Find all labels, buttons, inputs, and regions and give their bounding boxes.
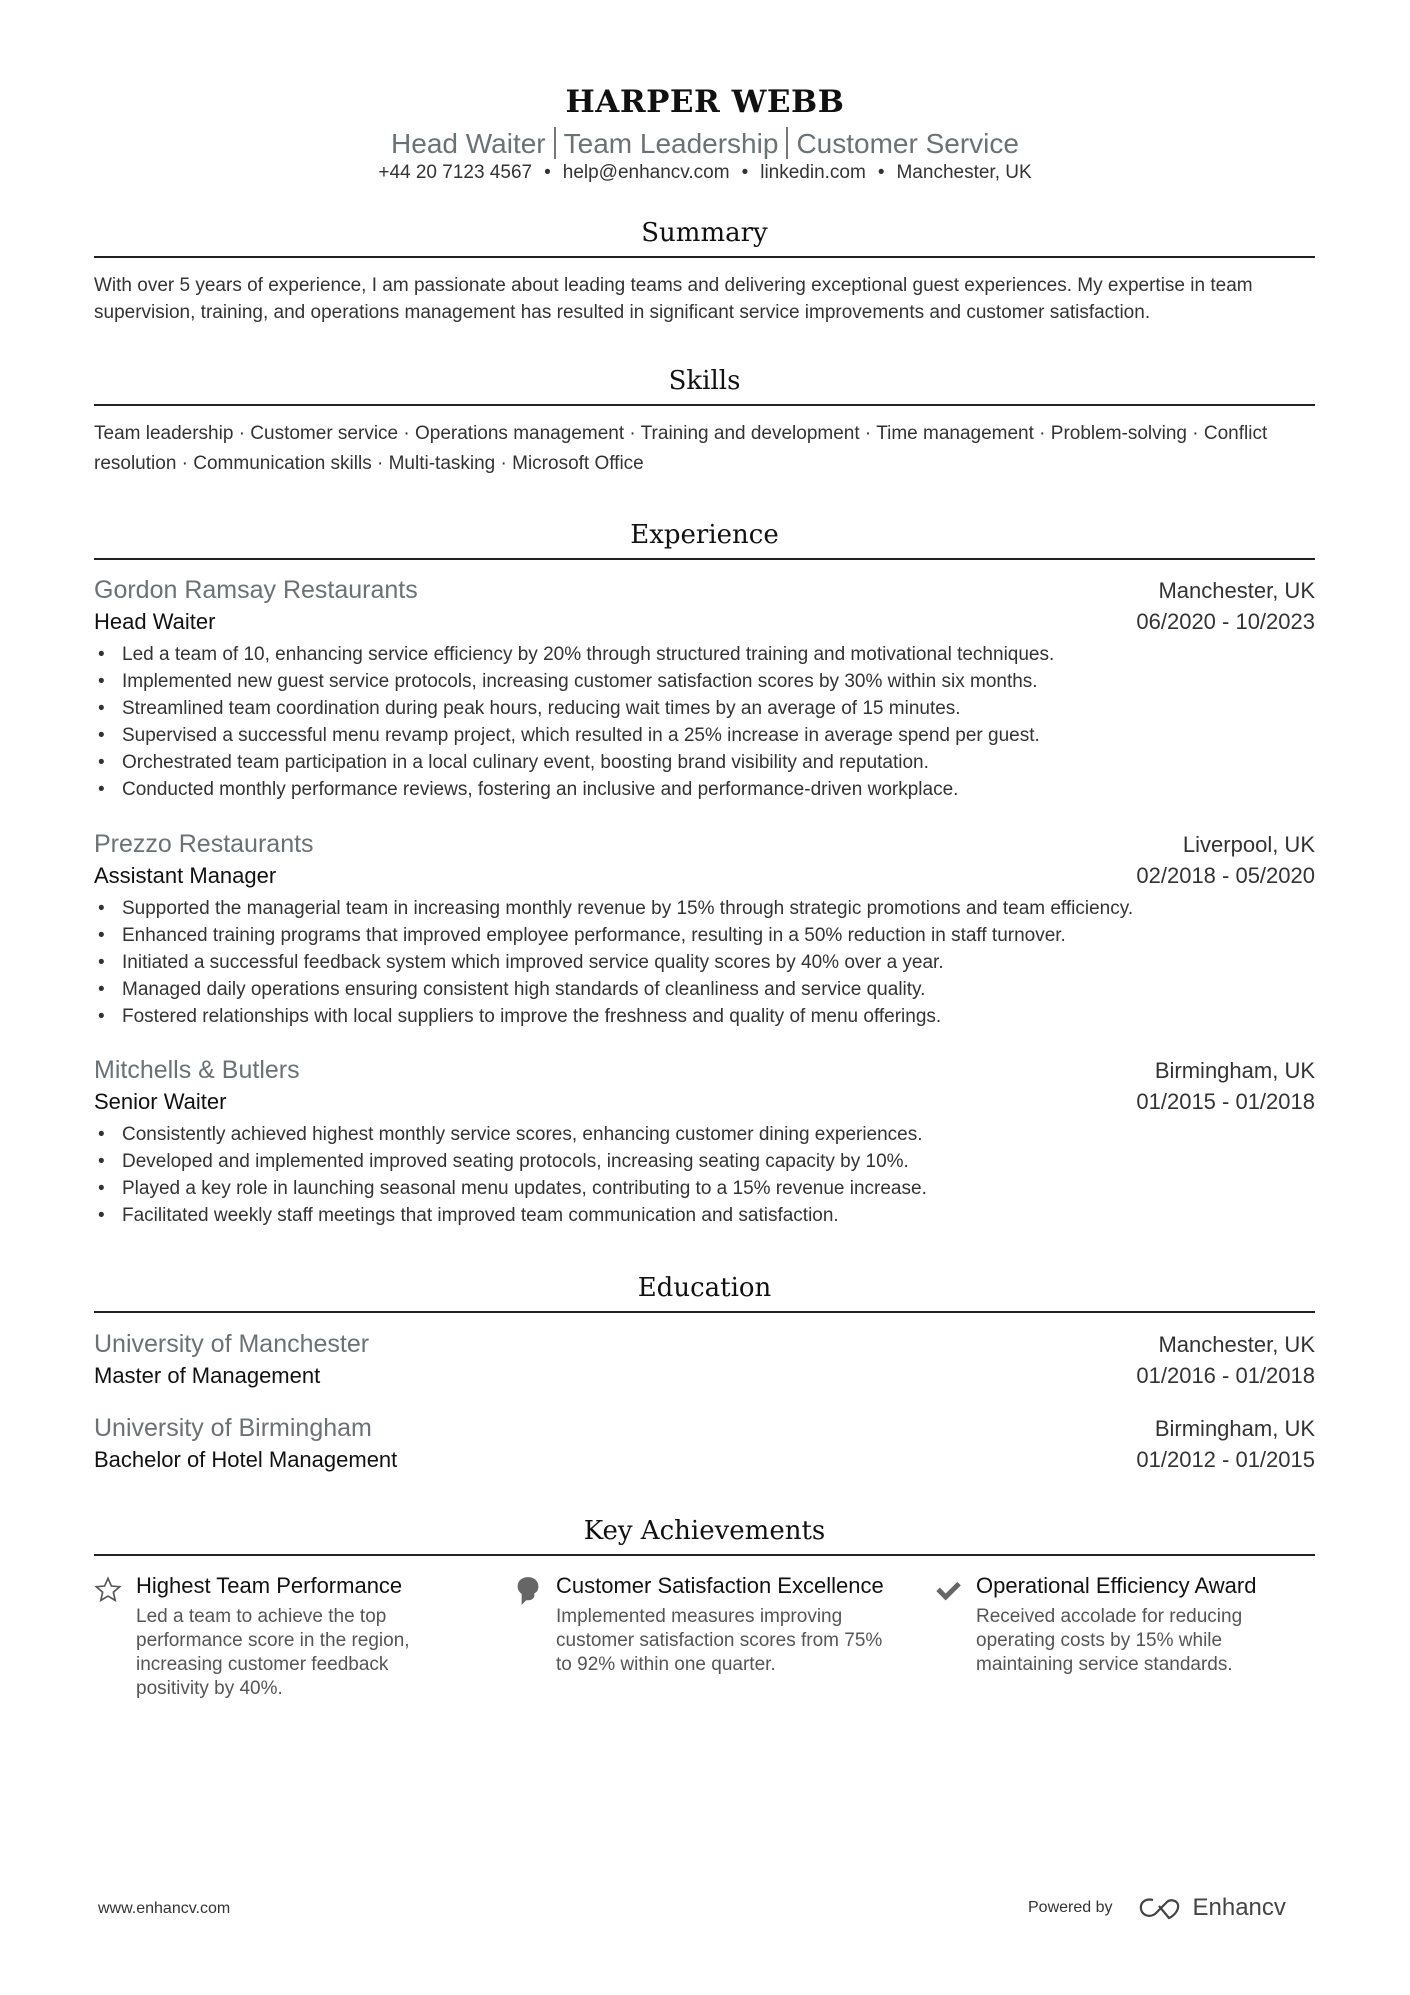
achievement-title: Operational Efficiency Award [976, 1573, 1257, 1598]
email-link[interactable]: help@enhancv.com [562, 162, 730, 183]
achievement-title: Customer Satisfaction Excellence [556, 1573, 884, 1598]
achievement-item [934, 1572, 1304, 1677]
job-dates: 02/2018 - 05/2020 [1136, 863, 1315, 888]
experience-entry [94, 1056, 1315, 1229]
bullet-item: • Orchestrated team participation in a local culinary event, boosting brand visibility and reputation. [94, 749, 1315, 776]
bullet-item: • Played a key role in launching seasonal menu updates, contributing to a 15% revenue increase. [94, 1175, 1315, 1202]
school-name: University of Manchester [94, 1330, 370, 1358]
section-heading-education: Education [94, 1273, 1315, 1313]
headline-title: Customer Service [796, 128, 1019, 159]
bullet-item: • Managed daily operations ensuring consistent high standards of cleanliness and service quality. [94, 976, 1315, 1003]
school-location: Birmingham, UK [1154, 1416, 1315, 1441]
section-heading-skills: Skills [94, 366, 1315, 406]
bullet-item: • Led a team of 10, enhancing service efficiency by 20% through structured training and motivational techniques. [94, 641, 1315, 668]
headline-title: Head Waiter [391, 128, 546, 159]
company-name: Gordon Ramsay Restaurants [94, 576, 418, 604]
job-location: Liverpool, UK [1182, 832, 1315, 857]
job-location: Birmingham, UK [1154, 1058, 1315, 1083]
school-name: University of Birmingham [94, 1414, 372, 1442]
headline [0, 127, 1410, 160]
skills-text: Team leadership · Customer service · Operations management · Training and development · Time management · Problem-solving · Conflict resolution · Communication skills · Multi-tasking · Microsoft Office [94, 423, 1268, 474]
head-icon [514, 1576, 542, 1604]
footer-branding [1028, 1894, 1286, 1922]
experience-entry [94, 830, 1315, 1030]
achievement-text: Led a team to achieve the top performance score in the region, increasing customer feedback positivity by 40%. [136, 1606, 410, 1699]
education-entry [94, 1330, 1315, 1389]
job-dates: 01/2015 - 01/2018 [1136, 1089, 1315, 1114]
headline-title: Team Leadership [563, 128, 779, 159]
bullet-item: • Implemented new guest service protocols, increasing customer satisfaction scores by 30% within six months. [94, 668, 1315, 695]
bullet-item: • Developed and implemented improved seating protocols, increasing seating capacity by 10%. [94, 1148, 1315, 1175]
enhancv-logo: Enhancv [1137, 1894, 1286, 1922]
powered-by-label: Powered by [1028, 1899, 1113, 1916]
phone: +44 20 7123 4567 [378, 162, 533, 183]
education-dates: 01/2016 - 01/2018 [1136, 1363, 1315, 1388]
bullet-item: • Initiated a successful feedback system which improved service quality scores by 40% over a year. [94, 949, 1315, 976]
bullet-list [94, 641, 1315, 803]
footer-website[interactable]: www.enhancv.com [98, 1900, 231, 1917]
education-entry [94, 1414, 1315, 1473]
location: Manchester, UK [896, 162, 1032, 183]
bullet-item: • Streamlined team coordination during peak hours, reducing wait times by an average of 15 minutes. [94, 695, 1315, 722]
achievement-title: Highest Team Performance [136, 1573, 403, 1598]
company-name: Prezzo Restaurants [94, 830, 314, 858]
bullet-list [94, 1121, 1315, 1229]
job-role: Head Waiter [94, 609, 216, 634]
job-role: Assistant Manager [94, 863, 277, 888]
section-heading-achievements: Key Achievements [94, 1516, 1315, 1556]
section-heading-experience: Experience [94, 520, 1315, 560]
section-heading-summary: Summary [94, 218, 1315, 258]
bullet-item: • Conducted monthly performance reviews, fostering an inclusive and performance-driven workplace. [94, 776, 1315, 803]
bullet-item: • Fostered relationships with local suppliers to improve the freshness and quality of menu offerings. [94, 1003, 1315, 1030]
bullet-item: • Enhanced training programs that improved employee performance, resulting in a 50% reduction in staff turnover. [94, 922, 1315, 949]
bullet-item: • Supervised a successful menu revamp project, which resulted in a 25% increase in average spend per guest. [94, 722, 1315, 749]
school-location: Manchester, UK [1158, 1332, 1315, 1357]
job-role: Senior Waiter [94, 1089, 227, 1114]
enhancv-logo-icon [1137, 1896, 1183, 1920]
bullet-item: • Consistently achieved highest monthly service scores, enhancing customer dining experiences. [94, 1121, 1315, 1148]
education-dates: 01/2012 - 01/2015 [1136, 1447, 1315, 1472]
linkedin-link[interactable]: linkedin.com [760, 162, 866, 183]
achievement-item [514, 1572, 884, 1677]
bullet-item: • Supported the managerial team in increasing monthly revenue by 15% through strategic promotions and team efficiency. [94, 895, 1315, 922]
achievement-text: Received accolade for reducing operating costs by 15% while maintaining service standards. [976, 1606, 1243, 1675]
degree: Master of Management [94, 1363, 321, 1388]
summary-text: With over 5 years of experience, I am passionate about leading teams and delivering exceptional guest experiences. My expertise in team supervision, training, and operations management has resulted in significant service improvements and customer satisfaction. [94, 275, 1253, 323]
degree: Bachelor of Hotel Management [94, 1447, 398, 1472]
achievement-text: Implemented measures improving customer satisfaction scores from 75% to 92% within one quarter. [556, 1606, 883, 1675]
experience-entry [94, 576, 1315, 803]
bullet-list [94, 895, 1315, 1030]
check-icon [934, 1576, 962, 1604]
star-icon [94, 1576, 122, 1604]
job-location: Manchester, UK [1158, 578, 1315, 603]
candidate-name: HARPER WEBB [565, 84, 845, 120]
contact-info: +44 20 7123 4567 • help@enhancv.com • linkedin.com • Manchester, UK [378, 162, 1032, 183]
job-dates: 06/2020 - 10/2023 [1136, 609, 1315, 634]
bullet-item: • Facilitated weekly staff meetings that improved team communication and satisfaction. [94, 1202, 1315, 1229]
achievement-item [94, 1572, 464, 1701]
company-name: Mitchells & Butlers [94, 1056, 300, 1084]
